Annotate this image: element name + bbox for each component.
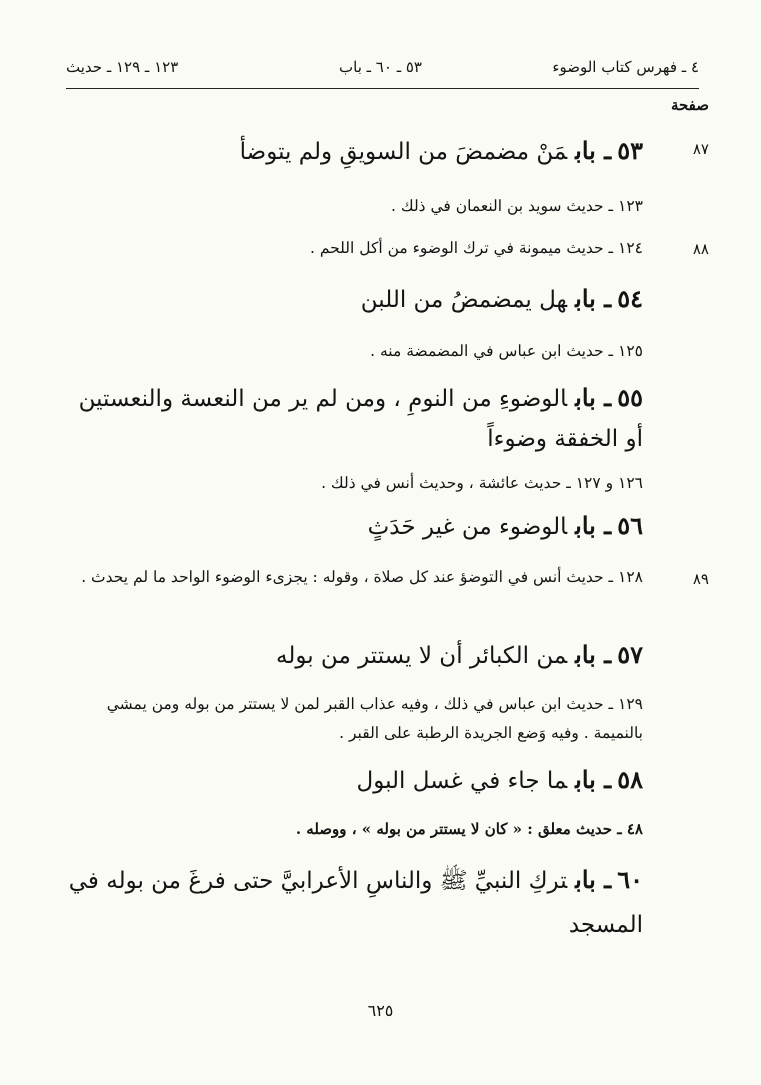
running-head-hadith-range: ١٢٣ ـ ١٢٩ ـ حديث: [66, 58, 179, 76]
header-rule: [66, 88, 699, 89]
chapter-label: ـ باب: [575, 284, 612, 313]
page-column-heading: صفحة: [670, 96, 709, 114]
chapter-title: مَنْ مضمضَ من السويقِ ولم يتوضأ: [239, 139, 568, 165]
chapter-number: ٥٤: [617, 284, 643, 313]
chapter-heading: [66, 506, 643, 547]
folio-page-number: ٦٢٥: [367, 1001, 394, 1020]
chapter-label: ـ باب: [575, 136, 612, 165]
chapter-title: الوضوء من غير حَدَثٍ: [367, 514, 568, 540]
hadith-entry: ١٢٥ ـ حديث ابن عباس في المضمضة منه .: [370, 342, 643, 360]
chapter-heading: [66, 279, 643, 320]
chapter-heading: [66, 131, 643, 172]
chapter-label: ـ باب: [575, 383, 612, 412]
chapter-number: ٥٦: [617, 511, 643, 540]
hadith-entry: ١٢٩ ـ حديث ابن عباس في ذلك ، وفيه عذاب القبر لمن لا يستتر من بوله ومن يمشي بالنميمة . وفيه وَضع الجريدة الرطبة على القبر .: [106, 695, 643, 742]
chapter-title: هل يمضمضُ من اللبن: [360, 287, 568, 313]
chapter-label: ـ باب: [575, 640, 612, 669]
hadith-entry: ١٢٦ و ١٢٧ ـ حديث عائشة ، وحديث أنس في ذلك .: [321, 474, 643, 492]
hadith-entry: ١٢٤ ـ حديث ميمونة في ترك الوضوء من أكل اللحم .: [309, 239, 643, 257]
chapter-label: ـ باب: [575, 511, 612, 540]
hadith-entry: ١٢٨ ـ حديث أنس في التوضؤ عند كل صلاة ، وقوله : يجزىء الوضوء الواحد ما لم يحدث .: [81, 568, 643, 586]
chapter-number: ٥٧: [617, 640, 643, 669]
chapter-heading: [66, 378, 643, 459]
chapter-title: الوضوءِ من النومِ ، ومن لم ير من النعسة والنعستين أو الخفقة وضوءاً: [78, 386, 643, 452]
chapter-label: ـ باب: [575, 765, 612, 794]
chapter-number: ٦٠: [617, 865, 643, 894]
page-number: ٨٨: [692, 240, 709, 258]
running-head-chapter: ٤ ـ فهرس كتاب الوضوء: [552, 58, 699, 76]
running-head-chapter-range: ٥٣ ـ ٦٠ ـ باب: [339, 58, 422, 76]
chapter-heading: [66, 760, 643, 801]
chapter-title: ما جاء في غسل البول: [356, 768, 568, 794]
chapter-number: ٥٥: [617, 383, 643, 412]
page-number: ٨٧: [692, 140, 709, 158]
chapter-heading: [66, 858, 643, 947]
hadith-entry: ١٢٣ ـ حديث سويد بن النعمان في ذلك .: [391, 197, 643, 215]
chapter-heading: [66, 635, 643, 676]
page-number: ٨٩: [692, 570, 709, 588]
chapter-title: من الكبائر أن لا يستتر من بوله: [276, 643, 568, 669]
hadith-entry: ٤٨ ـ حديث معلق : « كان لا يستتر من بوله » ، ووصله .: [295, 820, 643, 838]
chapter-number: ٥٨: [617, 765, 643, 794]
chapter-title: تركِ النبيِّ ﷺ والناسِ الأعرابيَّ حتى فرغَ من بوله في المسجد: [68, 868, 643, 938]
chapter-label: ـ باب: [575, 865, 612, 894]
chapter-number: ٥٣: [617, 136, 643, 165]
